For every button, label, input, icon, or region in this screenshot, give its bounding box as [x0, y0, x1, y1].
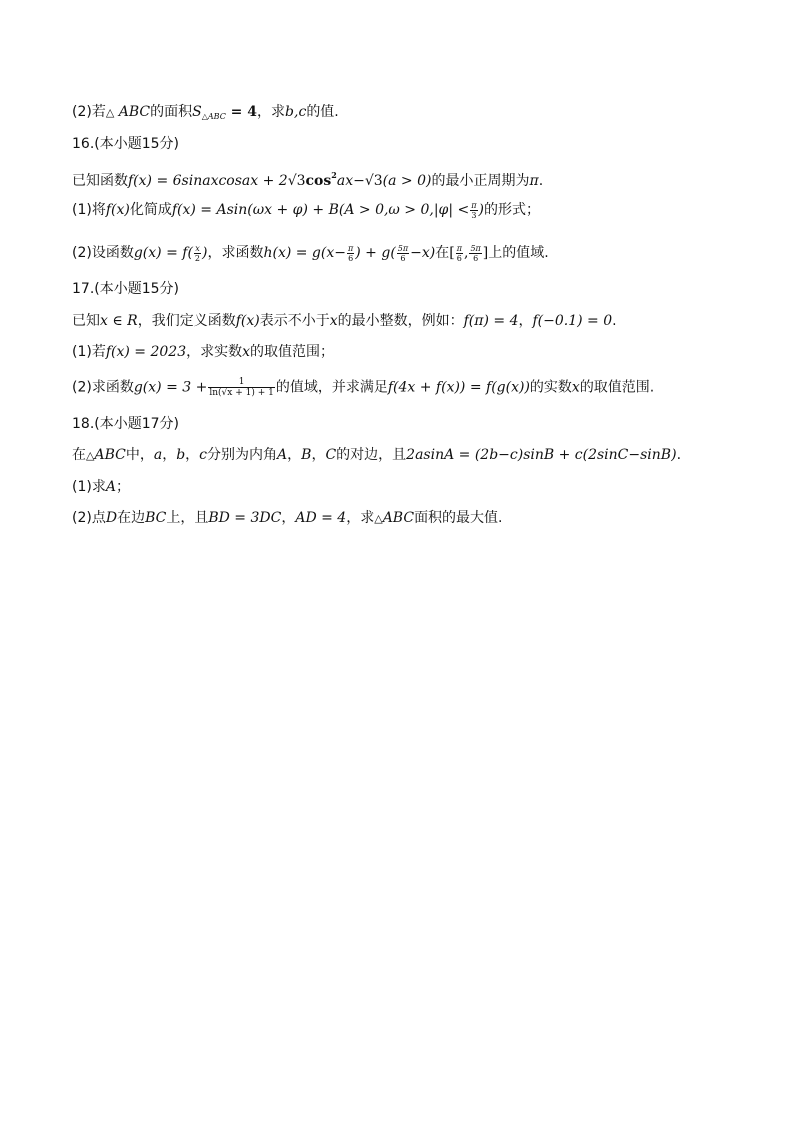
- fraction-denominator: 6: [473, 253, 479, 263]
- triangle-name: ABC: [118, 104, 151, 120]
- q16-p1-post: 的形式；: [483, 202, 540, 218]
- q17-part1: [72, 342, 334, 362]
- area-label: 的面积: [150, 104, 193, 120]
- interval-close: ]: [482, 245, 489, 261]
- angle-c: C: [325, 447, 337, 463]
- separator: ，: [185, 447, 200, 463]
- q17-fx: f(x): [235, 313, 260, 329]
- q18-p2-eq1: BD = 3DC: [208, 510, 282, 526]
- q17-stem: [72, 311, 617, 331]
- q16-stem: [72, 165, 543, 191]
- fraction-denominator: ln(√x + 1) + 1: [209, 388, 274, 398]
- log-fraction: [208, 377, 275, 398]
- q18-stem-mid3: 的对边，且: [336, 447, 407, 463]
- q18-p2-mid: 在边: [117, 510, 146, 526]
- q18-part2: [72, 508, 503, 529]
- q16-condition: (a > 0): [382, 173, 432, 189]
- q17-x: x: [329, 313, 338, 329]
- q17-domain: x ∈ R: [100, 313, 138, 329]
- q16-p1-close: ): [478, 202, 484, 218]
- fraction-numerator: 1: [208, 377, 275, 388]
- q16-function: f(x) = 6sinaxcosax + 2: [128, 173, 288, 189]
- q18-p2-mid2: 上，且: [166, 510, 209, 526]
- fraction-denominator: 3: [471, 210, 477, 220]
- triangle-symbol: △: [86, 449, 95, 462]
- point-d: D: [105, 510, 118, 526]
- q16-p2-pre: (2)设函数: [72, 245, 134, 261]
- q16-stem-pre: 已知函数: [72, 173, 128, 189]
- q18-stem: [72, 445, 681, 466]
- separator: ，: [281, 510, 296, 526]
- q16-p1-mid: 化简成: [129, 202, 172, 218]
- side-c: c: [199, 447, 208, 463]
- q16-stem-post: 的最小正周期为: [431, 173, 530, 189]
- fraction-denominator: 2: [194, 253, 200, 263]
- q17-stem-pre: 已知: [72, 313, 100, 329]
- q18-stem-mid: 中，: [125, 447, 154, 463]
- q18-part1: [72, 477, 130, 497]
- side-b: b: [176, 447, 186, 463]
- sqrt3-term: √3: [287, 173, 306, 189]
- q15-unknowns: b,c: [285, 104, 307, 120]
- q17-p1-eq: f(x) = 2023: [105, 344, 187, 360]
- side-bc: BC: [145, 510, 167, 526]
- q17-p2-eq: f(4x + f(x)) = f(g(x)): [387, 379, 530, 396]
- q18-stem-mid2: 分别为内角: [207, 447, 278, 463]
- q17-part2: [72, 377, 654, 398]
- triangle-symbol: △: [105, 106, 115, 119]
- pi-over-3-fraction: [470, 201, 477, 220]
- q18-header: 18.(本小题17分): [72, 416, 180, 432]
- q17-p1-mid: ，求实数: [186, 344, 243, 360]
- q16-part1: [72, 200, 540, 220]
- q17-p1-x: x: [242, 344, 251, 360]
- q16-p2-mid: ，求函数: [207, 245, 264, 261]
- pi-over-6-fraction: [347, 244, 354, 263]
- q17-stem-mid3: 的最小整数，例如：: [337, 313, 464, 329]
- triangle-name: ABC: [94, 447, 126, 463]
- q18-p2-post: 面积的最大值.: [414, 510, 503, 526]
- fraction-denominator: 6: [348, 253, 354, 263]
- q16-p2-in: 在: [435, 245, 450, 261]
- q15-ask: ，求: [257, 104, 286, 120]
- q17-comma: ，: [518, 313, 533, 329]
- q15-part2-label: (2)若: [72, 104, 106, 120]
- q17-example-2: f(−0.1) = 0: [532, 313, 613, 329]
- interval-open: [: [449, 245, 455, 261]
- q17-example-1: f(π) = 4: [463, 313, 519, 329]
- angle-a: A: [277, 447, 288, 463]
- q16-p2-g: g(x) = f(: [133, 245, 193, 261]
- q18-stem-pre: 在: [72, 447, 86, 463]
- q16-p2-g-close: ): [202, 245, 208, 261]
- separator: ，: [311, 447, 326, 463]
- interval-lower-fraction: [456, 244, 463, 263]
- area-subscript: △ABC: [201, 112, 226, 121]
- cos-term: cos: [305, 173, 332, 189]
- angle-b: B: [301, 447, 312, 463]
- q18-p2-eq2: AD = 4: [295, 510, 347, 526]
- q17-p1-post: 的取值范围；: [250, 344, 335, 360]
- q15-part2: [72, 102, 339, 127]
- q17-stem-mid2: 表示不小于: [259, 313, 330, 329]
- q18-p1-pre: (1)求: [72, 479, 106, 495]
- q16-p2-h-end: −x): [410, 245, 436, 261]
- q17-p2-post: 的取值范围.: [579, 379, 655, 396]
- q18-stem-end: .: [676, 447, 682, 463]
- sqrt3-term-2: √3: [364, 173, 383, 189]
- x-over-2-fraction: [194, 244, 201, 263]
- fraction-numerator: 5π: [470, 243, 481, 253]
- q18-p2-mid3: ，求: [346, 510, 375, 526]
- q17-p2-mid2: 的实数: [529, 379, 572, 396]
- q17-p2-mid: 的值域，并求满足: [275, 379, 388, 396]
- square-exponent: 2: [331, 170, 337, 180]
- q15-end: 的值.: [306, 104, 339, 120]
- q16-p2-post: 上的值域.: [488, 245, 549, 261]
- fraction-denominator: 6: [456, 253, 462, 263]
- 5pi-over-6-fraction: [397, 244, 409, 263]
- separator: ，: [287, 447, 302, 463]
- q16-p2-h: h(x) = g(x−: [263, 245, 346, 261]
- q17-p1-pre: (1)若: [72, 344, 106, 360]
- ax-term: ax−: [336, 173, 365, 189]
- q17-header: 17.(本小题15分): [72, 281, 180, 297]
- q18-p1-angle: A: [105, 479, 116, 495]
- triangle-symbol: △: [374, 512, 383, 525]
- q17-p2-pre: (2)求函数: [72, 379, 134, 396]
- q16-p2-h-mid: ) + g(: [355, 245, 396, 261]
- q16-p1-form: f(x) = Asin(ωx + φ) + B(A > 0,ω > 0,|φ| <: [171, 202, 470, 218]
- q18-equation: 2asinA = (2b−c)sinB + c(2sinC−sinB): [406, 447, 677, 463]
- fraction-numerator: x: [195, 243, 200, 253]
- triangle-name: ABC: [382, 510, 415, 526]
- q17-stem-mid: ，我们定义函数: [137, 313, 236, 329]
- q17-p2-g: g(x) = 3 +: [133, 379, 208, 396]
- fraction-numerator: π: [471, 200, 477, 210]
- area-value: = 4: [225, 104, 258, 120]
- q16-part2: (2)设函数g(x) = f( $\frac{x}{2}$ )，求函数h(x) = g(x− $\frac{\pi}{6}$ ) + g( $\frac{5\pi}{6}$ −x)在[ $\frac{\pi}{6}$ , $\frac{5\pi}{6}$ ]上的值域.: [72, 243, 549, 263]
- fraction-numerator: π: [456, 243, 462, 253]
- q16-header: 16.(本小题15分): [72, 136, 180, 152]
- period-value: π: [529, 173, 539, 189]
- fraction-numerator: π: [348, 243, 354, 253]
- q16-stem-end: .: [538, 173, 544, 189]
- q18-p1-end: ；: [115, 479, 130, 495]
- side-a: a: [153, 447, 163, 463]
- q16-p1-f: f(x): [105, 202, 130, 218]
- fraction-numerator: 5π: [397, 243, 409, 253]
- q18-p2-pre: (2)点: [72, 510, 106, 526]
- interval-upper-fraction: [469, 244, 481, 263]
- separator: ，: [162, 447, 177, 463]
- q17-stem-end: .: [612, 313, 617, 329]
- q16-p1-pre: (1)将: [72, 202, 106, 218]
- fraction-denominator: 6: [400, 253, 406, 263]
- area-symbol: S: [192, 104, 202, 120]
- q17-p2-x: x: [571, 379, 580, 396]
